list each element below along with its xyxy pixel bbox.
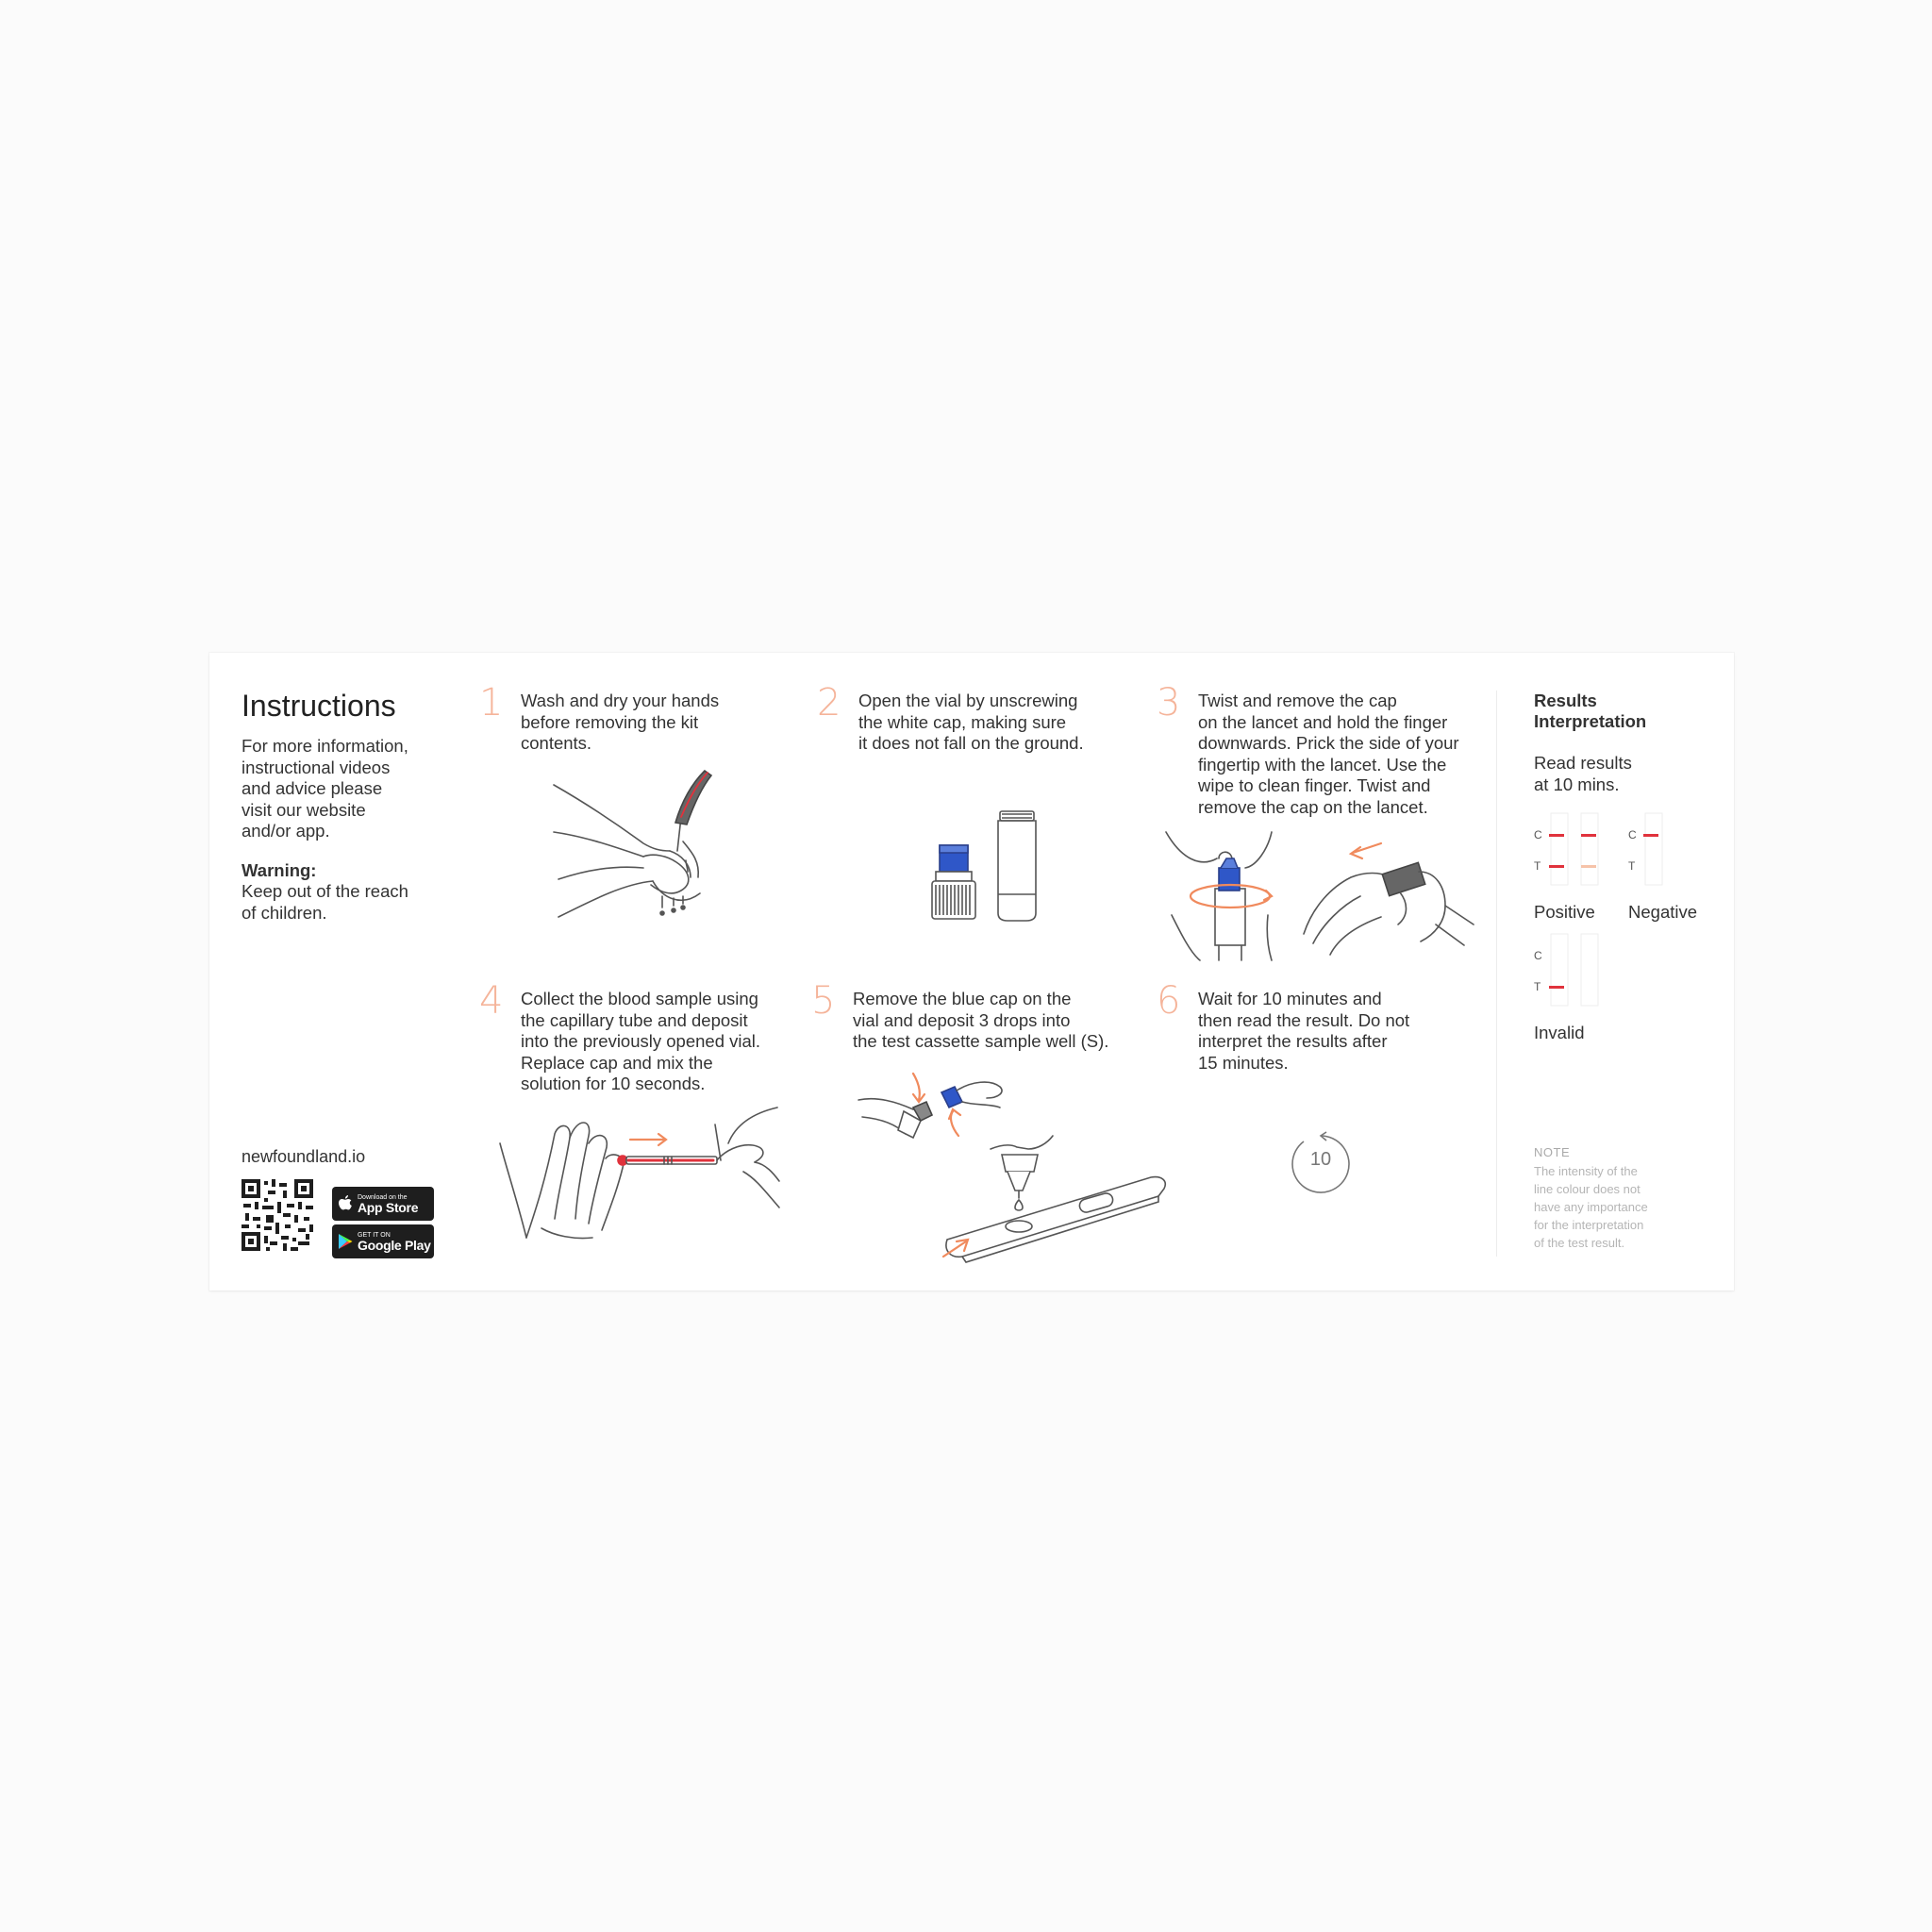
read-results-text: Read results at 10 mins.: [1534, 753, 1632, 794]
step-1-text: Wash and dry your hands before removing the kit contents.: [521, 691, 720, 753]
apple-icon: [338, 1195, 353, 1212]
app-store-big-text: App Store: [358, 1199, 419, 1215]
timer-value: 10: [1309, 1149, 1332, 1170]
negative-t-label: T: [1628, 859, 1636, 873]
step-6-number: 6: [1157, 979, 1181, 1023]
website-link[interactable]: newfoundland.io: [242, 1147, 366, 1166]
negative-c-label: C: [1628, 828, 1637, 841]
app-store-small-text: Download on the: [358, 1193, 408, 1201]
invalid-label: Invalid: [1534, 1023, 1585, 1042]
positive-label: Positive: [1534, 902, 1595, 922]
google-play-small-text: GET IT ON: [358, 1231, 391, 1239]
app-store-badge[interactable]: [332, 1187, 434, 1221]
results-divider: [1496, 691, 1497, 1257]
step-1-number: 1: [479, 681, 504, 724]
invalid-c-label: C: [1534, 949, 1542, 962]
step-3-number: 3: [1157, 681, 1181, 724]
note-text: The intensity of the line colour does not have any importance for the interpretation of the test result.: [1534, 1164, 1648, 1250]
results-title-line2: Interpretation: [1534, 711, 1647, 731]
step-4-text: Collect the blood sample using the capillary tube and deposit into the previously opened vial. Replace cap and mix the solution for 10 seconds.: [521, 989, 761, 1093]
invalid-t-label: T: [1534, 980, 1541, 993]
hand-washing-icon: [549, 766, 738, 931]
capillary-tube-icon: [498, 1106, 781, 1242]
qr-code-icon[interactable]: [242, 1179, 313, 1251]
positive-c-label: C: [1534, 828, 1542, 841]
vial-icon: [926, 804, 1058, 926]
instruction-card: [209, 653, 1734, 1291]
step-2-text: Open the vial by unscrewing the white cap, making sure it does not fall on the ground.: [858, 691, 1084, 753]
negative-strip-icon: [1641, 813, 1679, 887]
invalid-strip-icon: [1547, 934, 1613, 1008]
negative-label: Negative: [1628, 902, 1698, 922]
step-5-number: 5: [811, 979, 836, 1023]
google-play-icon: [338, 1233, 353, 1250]
step-2-number: 2: [817, 681, 841, 724]
results-title-line1: Results: [1534, 691, 1597, 710]
step-4-number: 4: [479, 979, 504, 1023]
positive-t-label: T: [1534, 859, 1541, 873]
step-3-text: Twist and remove the cap on the lancet and hold the finger downwards. Prick the side of your fingertip with the lancet. Use the wipe to clean finger. Twist and remove the cap on the lancet.: [1198, 691, 1459, 817]
google-play-badge[interactable]: [332, 1224, 434, 1258]
warning-text: Keep out of the reach of children.: [242, 881, 408, 923]
google-play-big-text: Google Play: [358, 1237, 431, 1253]
step-6-text: Wait for 10 minutes and then read the result. Do not interpret the results after 15 minutes.: [1198, 989, 1410, 1073]
note-title: NOTE: [1534, 1145, 1571, 1159]
drops-into-cassette-icon: [858, 1064, 1170, 1262]
positive-strip-icon: [1547, 813, 1613, 887]
step-5-text: Remove the blue cap on the vial and deposit 3 drops into the test cassette sample well (S).: [853, 989, 1109, 1051]
instructions-title: Instructions: [242, 689, 396, 723]
info-text: For more information, instructional videos and advice please visit our website and/or app.: [242, 736, 408, 841]
warning-label: Warning:: [242, 860, 317, 880]
lancet-twist-icon: [1162, 830, 1483, 962]
